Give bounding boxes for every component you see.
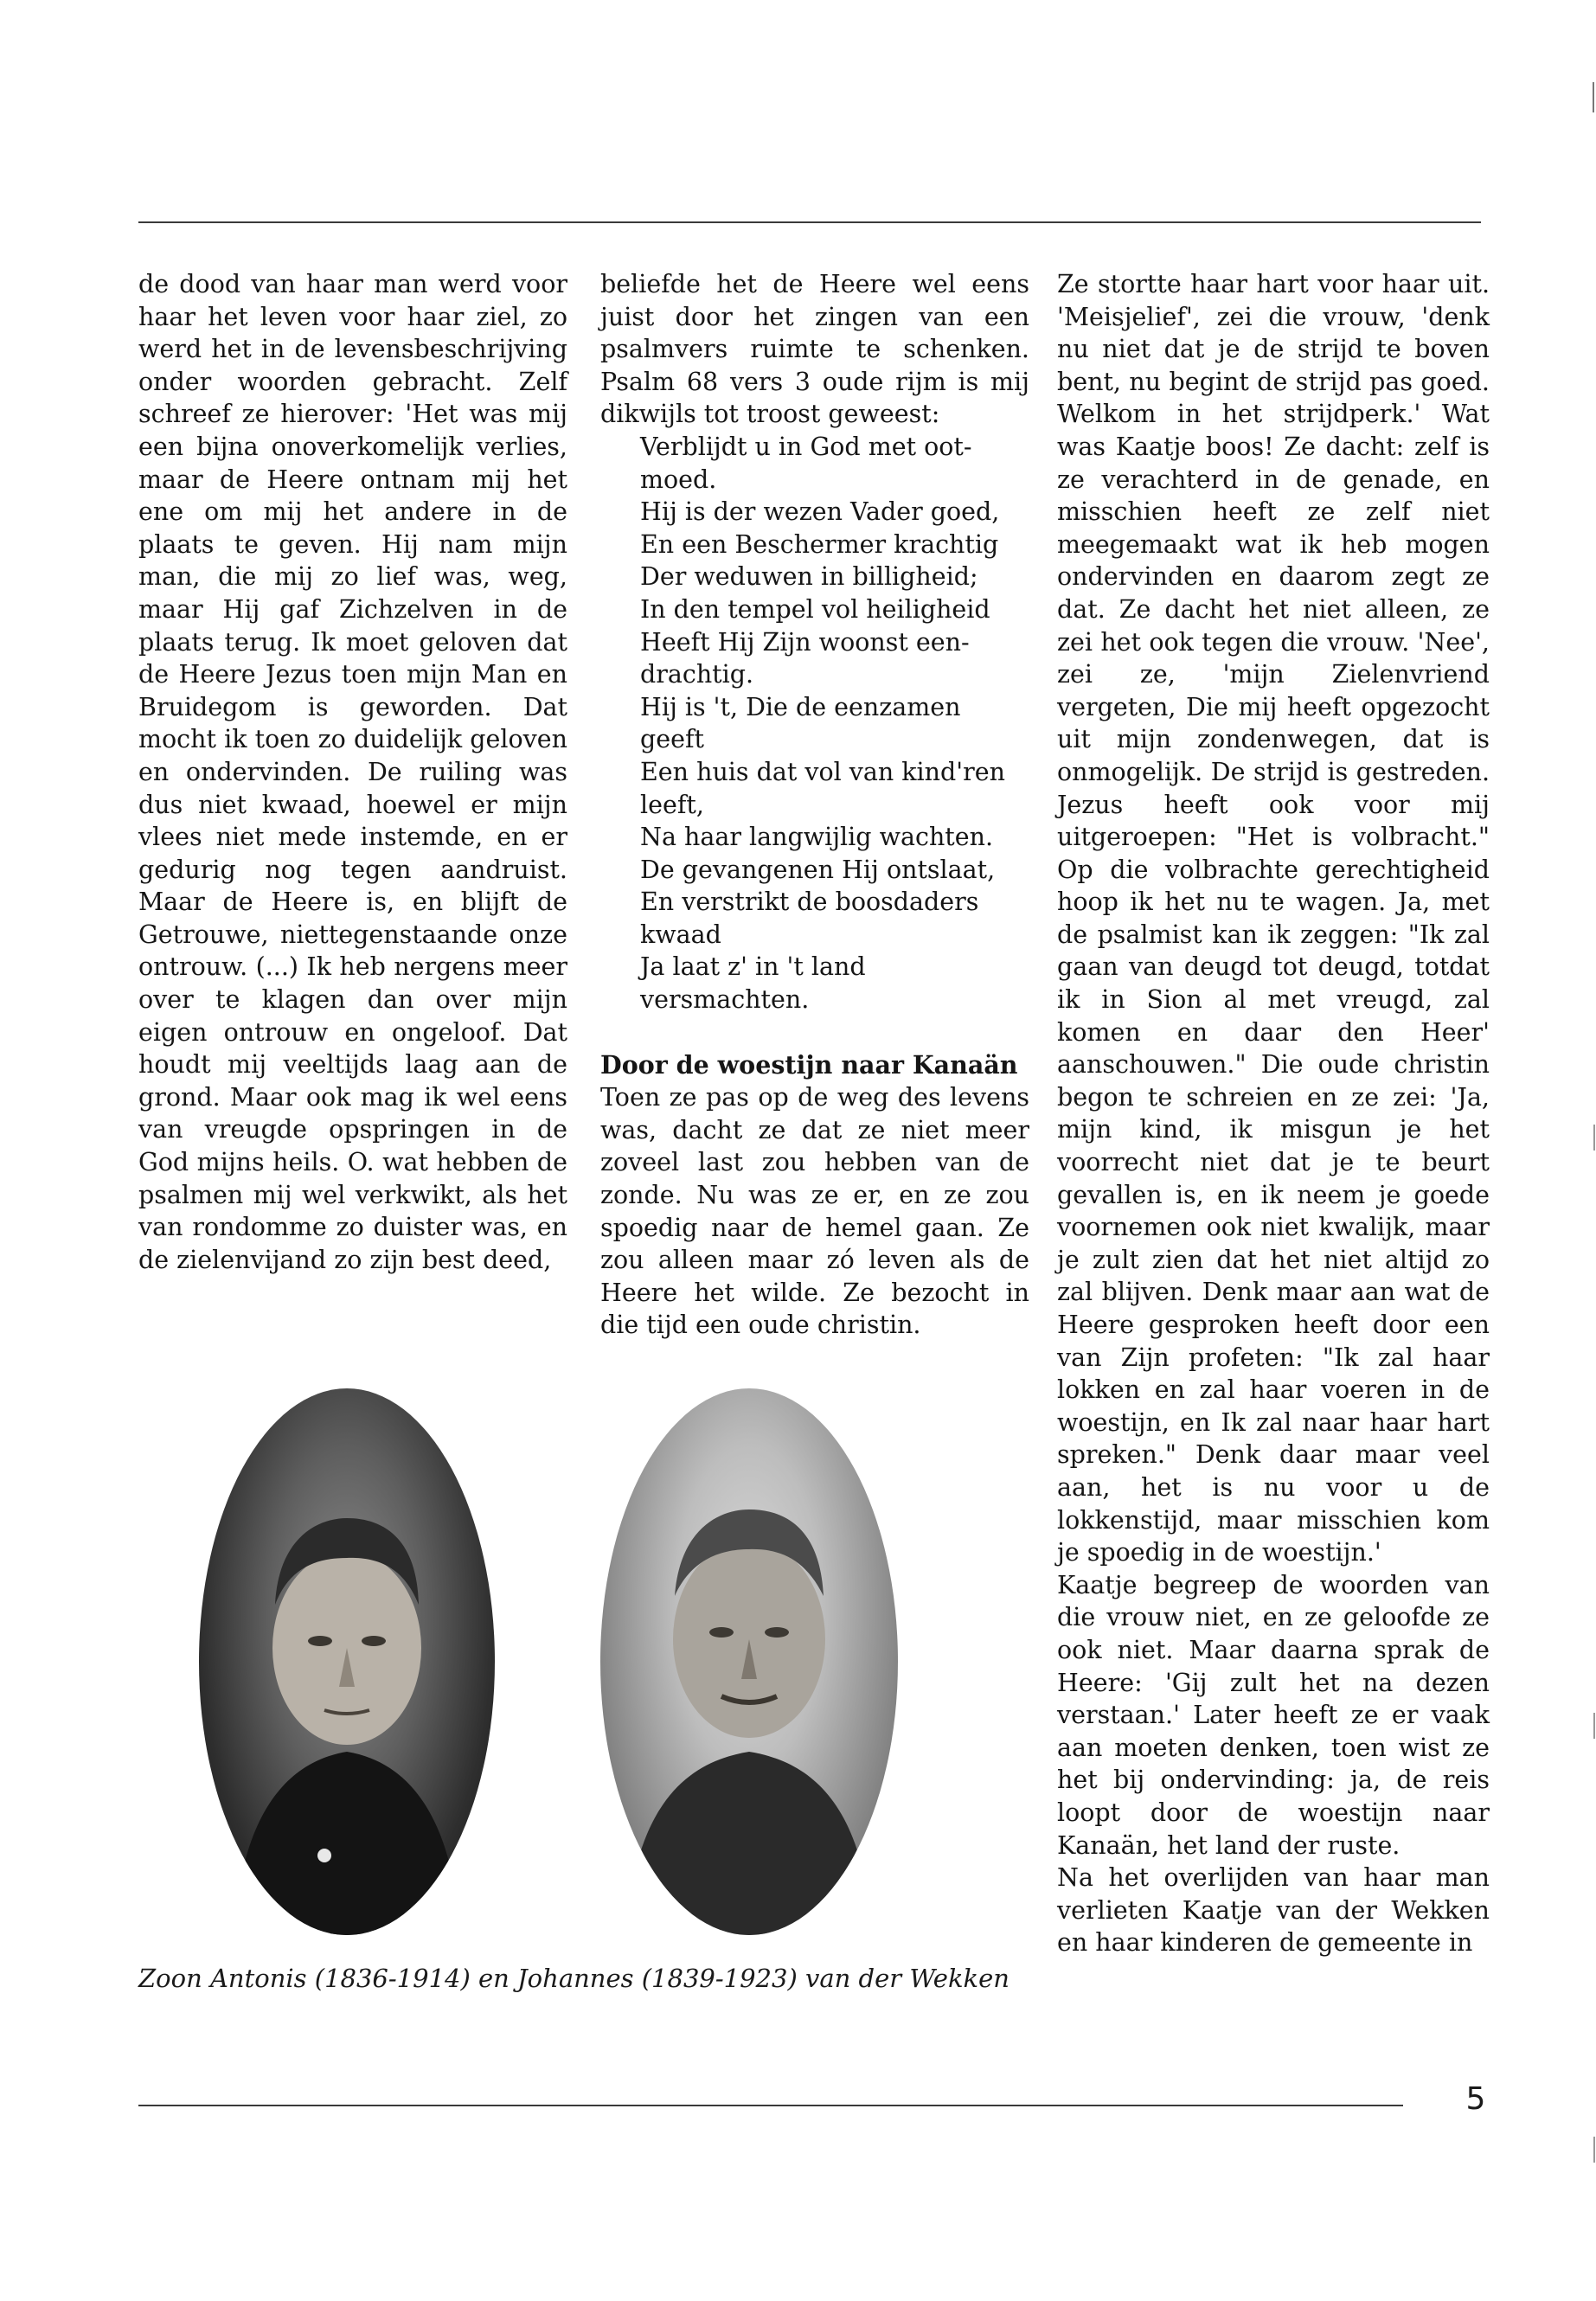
footer-rule bbox=[138, 2105, 1403, 2106]
portrait-figure bbox=[600, 1388, 898, 1935]
psalm-line: Verblijdt u in God met oot- bbox=[640, 432, 972, 461]
portrait-photo-antonis bbox=[199, 1388, 495, 1935]
psalm-line: Heeft Hij Zijn woonst een- bbox=[640, 627, 970, 657]
text-column-3 bbox=[1057, 268, 1490, 1959]
portrait-photo-johannes bbox=[600, 1388, 898, 1935]
photo-caption: Zoon Antonis (1836-1914) en Johannes (1839-1923) van der Wekken bbox=[138, 1964, 1010, 1993]
section-heading: Door de woestijn naar Kanaän bbox=[600, 1049, 1018, 1080]
psalm-line: Hij is der wezen Vader goed, bbox=[640, 497, 1000, 527]
psalm-line: drachtig. bbox=[640, 660, 754, 689]
column-2-paragraph: Toen ze pas op de weg des levens was, dacht ze dat ze niet meer zoveel last zou hebben van de zonde. Nu was ze er, en ze zou spoedig naar de hemel gaan. Ze zou alleen maar zó leven als de Heere het wilde. Ze bezocht in die tijd een oude christin. bbox=[600, 1083, 1029, 1340]
psalm-verse bbox=[600, 431, 1029, 1016]
portrait-figure bbox=[199, 1388, 495, 1935]
psalm-line: En verstrikt de boosdaders bbox=[640, 888, 979, 917]
column-3-paragraph: Na het overlijden van haar man verlieten Kaatje van der Wekken en haar kinderen de gemeente in bbox=[1057, 1863, 1490, 1958]
text-column-2 bbox=[600, 268, 1029, 1342]
psalm-line: Hij is 't, Die de eenzamen bbox=[640, 692, 961, 721]
psalm-line: In den tempel vol heiligheid bbox=[640, 594, 990, 624]
column-1-paragraph: de dood van haar man werd voor haar het leven voor haar ziel, zo werd het in de levensbeschrijving onder woorden gebracht. Zelf schreef ze hierover: 'Het was mij een bijna onoverkomelijk verlies, maar de Heere ontnam mij het ene om mij het andere in de plaats te geven. Hij nam mijn man, die mij zo lief was, weg, maar Hij gaf Zichzelven in de plaats terug. Ik moet geloven dat de Heere Jezus toen mijn Man en Bruidegom is geworden. Dat mocht ik toen zo duidelijk geloven en ondervinden. De ruiling was dus niet kwaad, hoewel er mijn vlees niet mede instemde, en er gedurig nog tegen aandruist. Maar de Heere is, en blijft de Getrouwe, niettegenstaande onze ontrouw. (...) Ik heb nergens meer over te klagen dan over mijn eigen ontrouw en ongeloof. Dat houdt mij veeltijds laag aan de grond. Maar ook mag ik wel eens van vreugde opspringen in de God mijns heils. O. wat hebben de psalmen mij wel verkwikt, als het van rondomme zo duister was, en de zielenvijand zo zijn best deed, bbox=[138, 270, 567, 1274]
column-3-paragraph: Kaatje begreep de woorden van die vrouw niet, en ze geloofde ze ook niet. Maar daarna sprak de Heere: 'Gij zult het na dezen verstaan.' Later heeft ze er vaak aan moeten denken, toen wist ze het bij ondervinding: ja, de reis loopt door de woestijn naar Kanaän, het land der ruste. bbox=[1057, 1570, 1490, 1860]
psalm-line: Ja laat z' in 't land versmachten. bbox=[640, 952, 874, 1015]
psalm-line: Der weduwen in billigheid; bbox=[640, 562, 978, 592]
psalm-line: leeft, bbox=[640, 790, 704, 819]
column-2-intro: beliefde het de Heere wel eens juist door het zingen van een psalmvers ruimte te schenken. Psalm 68 vers 3 oude rijm is mij dikwijls tot troost geweest: bbox=[600, 270, 1029, 429]
psalm-line: En een Beschermer krachtig bbox=[640, 529, 999, 559]
psalm-line: kwaad bbox=[640, 920, 721, 949]
psalm-line: moed. bbox=[640, 465, 717, 494]
psalm-line: Een huis dat vol van kind'ren bbox=[640, 757, 1005, 786]
page-number: 5 bbox=[1465, 2081, 1486, 2117]
header-rule bbox=[138, 221, 1481, 223]
psalm-line: De gevangenen Hij ontslaat, bbox=[640, 855, 996, 884]
column-3-paragraph: Ze stortte haar hart voor haar uit. 'Meisjelief', zei die vrouw, 'denk nu niet dat je de strijd te boven bent, nu begint de strijd pas goed. Welkom in het strijdperk.' Wat was Kaatje boos! Ze dacht: zelf is ze verachterd in de genade, en misschien heeft ze zelf niet meegemaakt wat ik heb mogen ondervinden en daarom zegt ze dat. Ze dacht het niet alleen, ze zei het ook tegen die vrouw. 'Nee', zei ze, 'mijn Zielenvriend vergeten, Die mij heeft opgezocht uit mijn zondenwegen, dat is onmogelijk. De strijd is gestreden. Jezus heeft ook voor mij uitgeroepen: "Het is volbracht." Op die volbrachte gerechtigheid hoop ik het nu te wagen. Ja, met de psalmist kan ik zeggen: "Ik zal gaan van deugd tot deugd, totdat ik in Sion al met vreugd, zal komen en daar den Heer' aanschouwen." Die oude christin begon te schreien en ze zei: 'Ja, mijn kind, ik misgun je het voorrecht niet dat je te beurt gevallen is, en ik neem je goede voornemen ook niet kwalijk, maar je zult zien dat het niet altijd zo zal blijven. Denk maar aan wat de Heere gesproken heeft door een van Zijn profeten: "Ik zal haar lokken en zal haar voeren in de woestijn, en Ik zal naar haar hart spreken." Denk daar maar veel aan, het is nu voor u de lokkenstijd, maar misschien kom je spoedig in de woestijn.' bbox=[1057, 270, 1490, 1567]
psalm-line: geeft bbox=[640, 725, 704, 754]
psalm-line: Na haar langwijlig wachten. bbox=[640, 823, 994, 852]
text-column-1 bbox=[138, 268, 567, 1276]
scan-edge-marks bbox=[1584, 0, 1596, 2301]
